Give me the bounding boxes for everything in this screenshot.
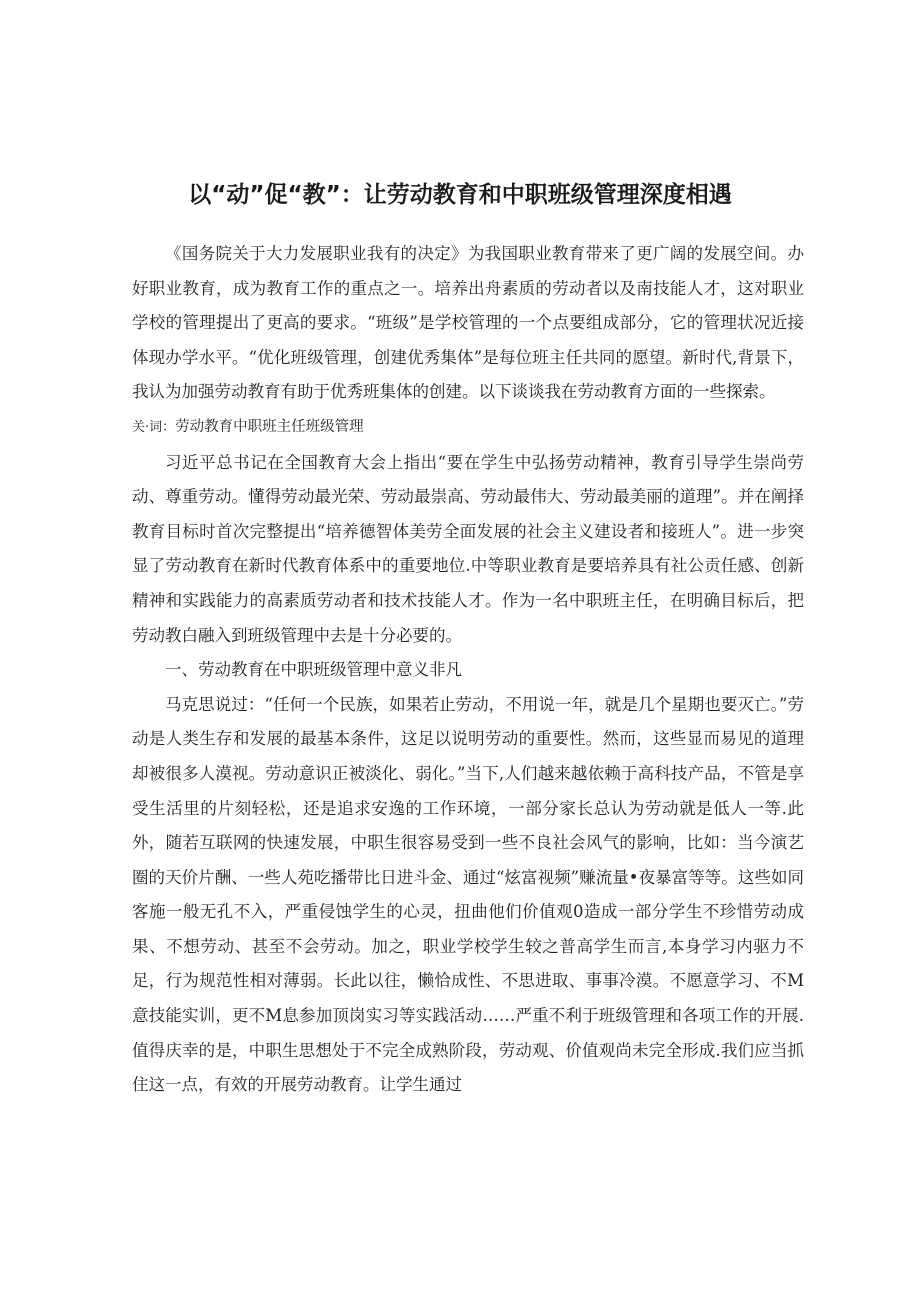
- document-body: [132, 237, 804, 1103]
- document-title: 以“动”促“教”：让劳动教育和中职班级管理深度相遇: [188, 182, 732, 208]
- body-paragraph-3: 马克思说过：“任何一个民族，如果若止劳动，不用说一年，就是几个星期也要灭亡。”劳动是人类生存和发展的最基本条件，这足以说明劳动的重要性。然而，这些显而易见的道理却被很多人漠视。劳动意识正被淡化、弱化。”当下,人们越来越依赖于高科技产品，不管是享受生活里的片刻轻松，还是追求安逸的工作环境，一部分家长总认为劳动就是低人一等.此外，随若互联网的快速发展，中职生很容易受到一些不良社会风气的影响，比如：当今演艺圈的天价片酬、一些人苑吃播带比日进斗金、通过“炫富视频”赚流量•夜暴富等等。这些如同客施一般无孔不入，严重侵蚀学生的心灵，扭曲他们价值观0造成一部分学生不珍惜劳动成果、不想劳动、甚至不会劳动。加之，职业学校学生较之普高学生而言,本身学习内驱力不足，行为规范性相对薄弱。长此以往，懒恰成性、不思进取、事事冷漠。不愿意学习、不M意技能实训，更不M息参加顶岗实习等实践活动……严重不利于班级管理和各项工作的开展.值得庆幸的是，中职生思想处于不完全成熟阶段，劳动观、价值观尚未完全形成.我们应当抓住这一点，有效的开展劳动教育。让学生通过: [132, 694, 804, 1095]
- intro-paragraph: 《国务院关于大力发展职业我有的决定》为我国职业教育带来了更广阔的发展空间。办好职业教育，成为教育工作的重点之一。培养出舟素质的劳动者以及南技能人才，这对职业学校的管理提出了更高的要求。“班级”是学校管理的一个点要组成部分，它的管理状况近接体现办学水平。“优化班级管理，创建优秀集体”是每位班主任共同的愿望。新时代,背景下，我认为加强劳动教育有助于优秀班集体的创建。以下谈谈我在劳动教育方面的一些探索。: [132, 244, 804, 402]
- section-heading-1: 一、劳动教育在中职班级管理中意义非凡: [165, 660, 462, 680]
- keywords-line: [132, 410, 804, 446]
- body-paragraph-2: 习近平总书记在全国教育大会上指出“要在学生中弘扬劳动精神，教育引导学生崇尚劳动、尊重劳动。懂得劳动最光荣、劳动最崇高、劳动最伟大、劳动最美丽的道理”。并在阐择教育目标时首次完整提出“培养德智体美劳全面发展的社会主义建设者和接班人”。进一步突显了劳动教育在新时代教育体系中的重要地位.中等职业教育是要培养具有社公贡任感、创新精神和实践能力的高素质劳动者和技术技能人才。作为一名中职班主任，在明确目标后，把劳动教白融入到班级管理中去是十分必要的。: [132, 452, 804, 645]
- keywords-label: 关·词：: [132, 419, 176, 435]
- keywords-text: 劳动教育中职班主任班级管理: [175, 418, 364, 435]
